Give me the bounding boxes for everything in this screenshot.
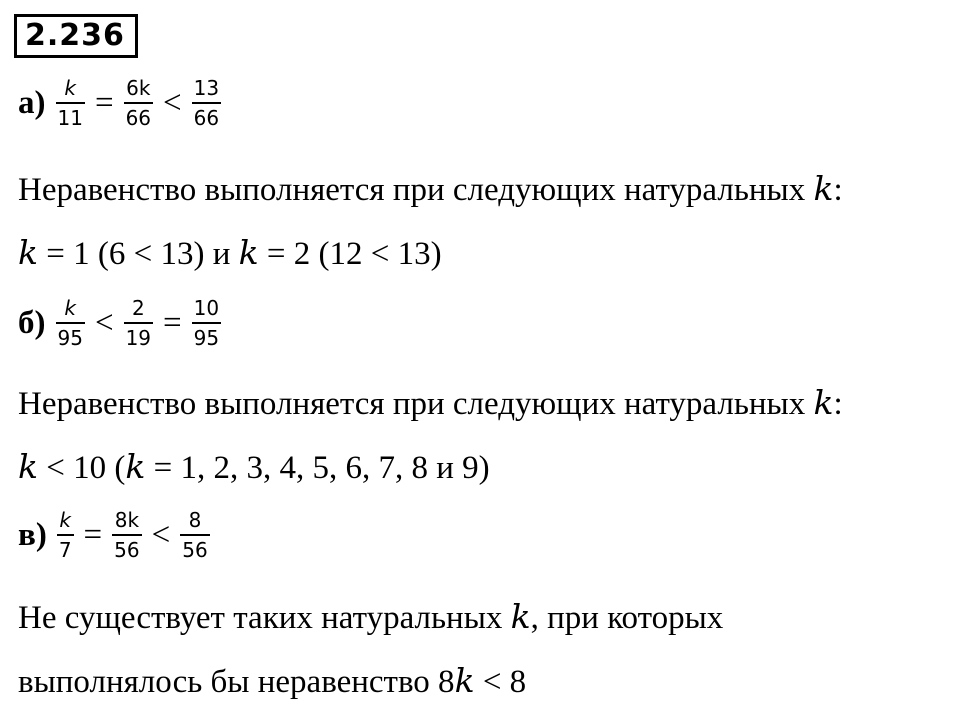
part-b-fraction-1	[56, 298, 85, 348]
denominator: 95	[57, 326, 83, 350]
numerator: 8	[188, 508, 202, 532]
answer-text: = 2 (12 < 13)	[266, 236, 442, 272]
part-a-fraction-3	[192, 78, 221, 128]
text: Неравенство выполняется при следующих натуральных	[18, 172, 806, 208]
text: Не существует таких натуральных	[18, 600, 503, 636]
denominator: 11	[57, 106, 83, 130]
colon: :	[833, 172, 843, 208]
part-b-expression	[18, 298, 227, 348]
part-a-fraction-1	[56, 78, 85, 128]
denominator: 66	[125, 106, 152, 130]
numerator: 10	[193, 296, 220, 320]
part-c-fraction-1	[57, 510, 74, 560]
operator: =	[163, 304, 182, 341]
part-b-label: б)	[18, 304, 46, 341]
answer-text: = 1, 2, 3, 4, 5, 6, 7, 8 и 9)	[153, 450, 490, 486]
part-b-fraction-2	[124, 298, 153, 348]
numerator: 13	[193, 76, 220, 100]
part-a-label: а)	[18, 84, 46, 121]
part-c-fraction-2	[112, 510, 141, 560]
text: выполнялось бы неравенство 8	[18, 664, 455, 700]
numerator: 2	[131, 296, 145, 320]
var-k: k	[813, 383, 834, 422]
operator: <	[94, 304, 114, 341]
denominator: 95	[193, 326, 220, 350]
part-c-text-1	[18, 597, 724, 636]
numerator: 8k	[114, 508, 140, 532]
part-c-label: в)	[18, 516, 47, 553]
denominator: 19	[125, 326, 152, 350]
denominator: 56	[114, 538, 140, 562]
part-b-answer	[18, 447, 490, 486]
part-a-fraction-2	[124, 78, 153, 128]
numerator: k	[64, 296, 77, 320]
part-c-text-2	[18, 661, 527, 700]
text: < 8	[474, 664, 527, 700]
var-k: k	[813, 169, 834, 208]
part-c-expression	[18, 510, 216, 560]
text: , при которых	[530, 600, 724, 636]
part-a-text	[18, 169, 843, 208]
numerator: 6k	[126, 76, 151, 100]
denominator: 7	[58, 538, 72, 562]
part-b-text	[18, 383, 843, 422]
var-k: k	[125, 447, 146, 486]
answer-text: = 1 (6 < 13) и	[46, 236, 231, 272]
operator: =	[83, 516, 103, 553]
var-k: k	[454, 661, 475, 700]
operator: <	[151, 516, 171, 553]
operator: <	[163, 84, 182, 121]
colon: :	[833, 386, 843, 422]
part-c-fraction-3	[180, 510, 209, 560]
operator: =	[94, 84, 114, 121]
numerator: k	[59, 508, 71, 532]
answer-text: < 10 (	[46, 450, 126, 486]
var-k: k	[18, 233, 38, 272]
var-k: k	[510, 597, 531, 636]
denominator: 66	[193, 106, 220, 130]
var-k: k	[18, 447, 38, 486]
part-a-answer	[18, 233, 442, 272]
numerator: k	[64, 76, 77, 100]
var-k: k	[238, 233, 259, 272]
text: Неравенство выполняется при следующих натуральных	[18, 386, 806, 422]
part-a-expression	[18, 78, 227, 128]
denominator: 56	[182, 538, 208, 562]
problem-number: 2.236	[14, 14, 138, 58]
part-b-fraction-3	[192, 298, 221, 348]
